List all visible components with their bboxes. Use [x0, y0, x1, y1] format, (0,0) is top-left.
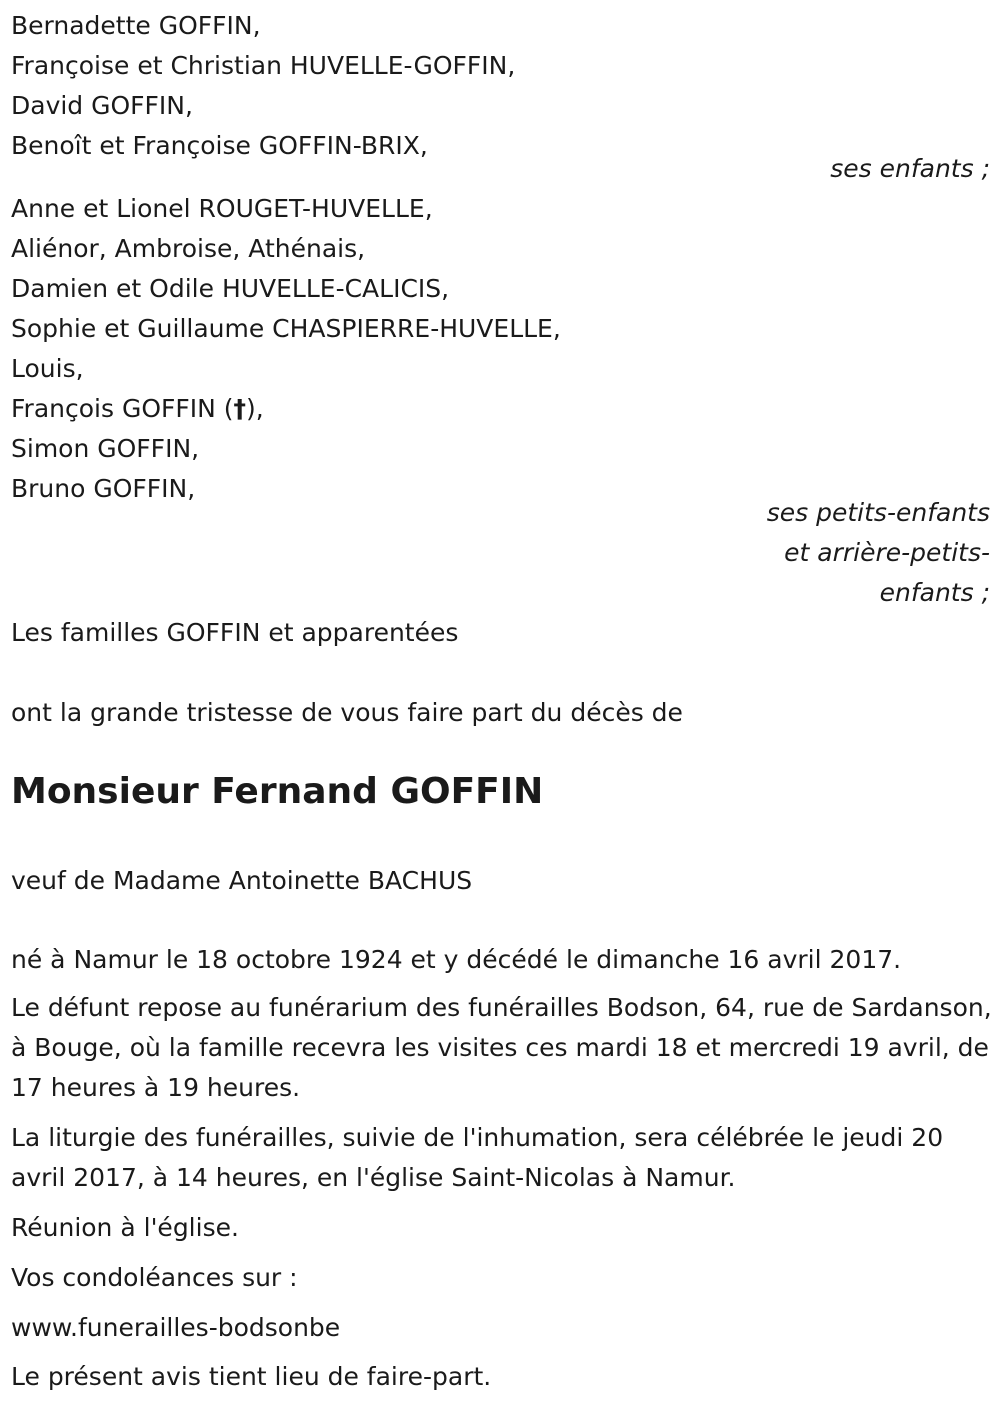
grandchild-name-text: François GOFFIN ( [11, 394, 234, 423]
child-name: Françoise et Christian HUVELLE-GOFFIN, [11, 51, 516, 80]
families-line: Les familles GOFFIN et apparentées [11, 618, 459, 647]
grandchild-name: Sophie et Guillaume CHASPIERRE-HUVELLE, [11, 314, 561, 343]
liturgy-paragraph: La liturgie des funérailles, suivie de l'inhumation, sera célébrée le jeudi 20 avril 2017, à 14 heures, en l'église Saint-Nicolas à Namur. [11, 1123, 944, 1192]
child-name: Bernadette GOFFIN, [11, 11, 261, 40]
announcement-line: ont la grande tristesse de vous faire part du décès de [11, 698, 683, 727]
grandchildren-label: enfants ; [879, 578, 990, 607]
children-label: ses enfants ; [830, 154, 990, 183]
child-name: David GOFFIN, [11, 91, 193, 120]
meeting-line: Réunion à l'église. [11, 1213, 239, 1242]
grandchild-name: Anne et Lionel ROUGET-HUVELLE, [11, 194, 433, 223]
notice-line: Le présent avis tient lieu de faire-part. [11, 1362, 492, 1391]
deceased-name: Monsieur Fernand GOFFIN [11, 771, 544, 812]
grandchild-name: Damien et Odile HUVELLE-CALICIS, [11, 274, 450, 303]
cross-icon: † [233, 394, 247, 423]
widower-line: veuf de Madame Antoinette BACHUS [11, 866, 473, 895]
grandchild-name: Bruno GOFFIN, [11, 474, 196, 503]
child-name: Benoît et Françoise GOFFIN-BRIX, [11, 131, 428, 160]
grandchild-name-deceased [11, 396, 264, 421]
grandchild-name: Aliénor, Ambroise, Athénais, [11, 234, 366, 263]
birth-death-line: né à Namur le 18 octobre 1924 et y décédé le dimanche 16 avril 2017. [11, 945, 902, 974]
condolences-label: Vos condoléances sur : [11, 1263, 298, 1292]
website-link[interactable]: www.funerailles-bodsonbe [11, 1313, 341, 1342]
grandchildren-label: ses petits-enfants [766, 498, 990, 527]
grandchildren-label: et arrière-petits- [784, 538, 990, 567]
grandchild-name-suffix: ), [246, 394, 264, 423]
grandchild-name: Simon GOFFIN, [11, 434, 200, 463]
rest-paragraph: Le défunt repose au funérarium des funérailles Bodson, 64, rue de Sardanson, à Bouge, où la famille recevra les visites ces mardi 18 et mercredi 19 avril, de 17 heures à 19 heures. [11, 993, 992, 1102]
grandchild-name: Louis, [11, 354, 84, 383]
